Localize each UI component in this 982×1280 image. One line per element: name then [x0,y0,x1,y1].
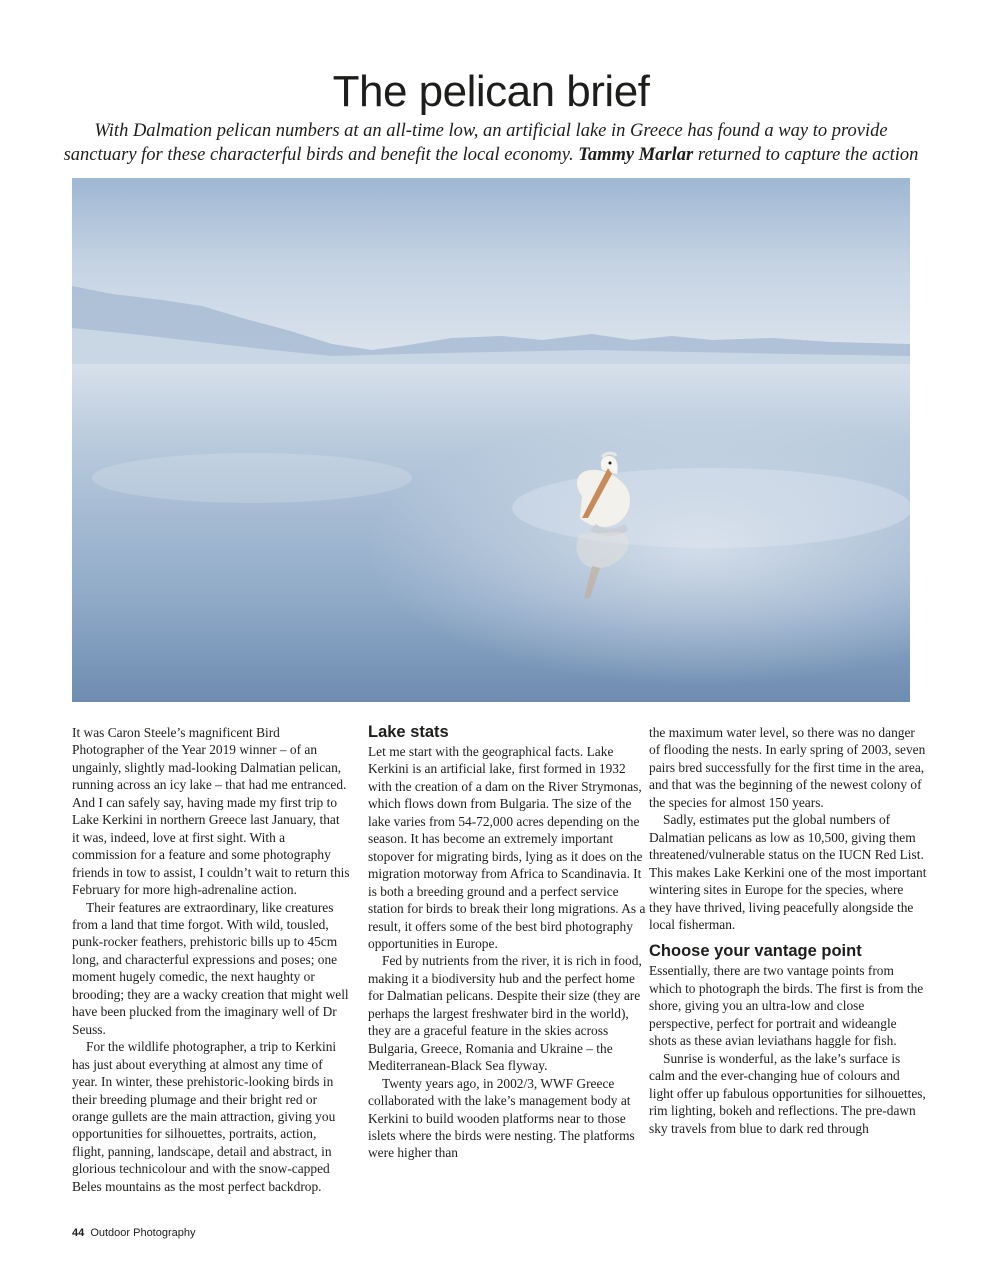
column-3 [649,724,927,1137]
body-paragraph: It was Caron Steele’s magnificent Bird Photographer of the Year 2019 winner – of an ungainly, slightly mad-looking Dalmatian pelican, running across an icy lake – that had me entranced. And I can safely say, having made my first trip to Lake Kerkini in northern Greece last January, that it was, indeed, love at first sight. With a commission for a feature and some photography friends in tow to assist, I couldn’t wait to return this February for more high-adrenaline action. [72,725,350,898]
author-name: Tammy Marlar [578,145,694,165]
standfirst-text-end: returned to capture the action [693,145,919,165]
page-footer [72,1227,196,1239]
body-paragraph: Sadly, estimates put the global numbers of Dalmatian pelicans as low as 10,500, giving them threatened/vulnerable status on the IUCN Red List. This makes Lake Kerkini one of the most important wintering sites in Europe for the species, where they have thrived, living peacefully alongside the local fisherman. [649,812,927,932]
standfirst [60,119,922,167]
column-1 [72,724,350,1195]
body-paragraph: Twenty years ago, in 2002/3, WWF Greece collaborated with the lake’s management body at Kerkini to build wooden platforms near to those islets where the birds were nesting. The platforms were higher than [368,1075,635,1161]
body-paragraph: Sunrise is wonderful, as the lake’s surface is calm and the ever-changing hue of colours and light offer up fabulous opportunities for silhouettes, rim lighting, bokeh and reflections. The pre-dawn sky travels from blue to dark red through [649,1050,926,1136]
article-title: The pelican brief [332,67,650,116]
body-paragraph: For the wildlife photographer, a trip to Kerkini has just about everything at almost any time of year. In winter, these prehistoric-looking birds in their breeding plumage and their bright red or orange gullets are the main attraction, giving you opportunities for silhouettes, portraits, action, flight, panning, landscape, detail and abstract, in glorious technicolour and with the snow-capped Beles mountains as the most perfect backdrop. [72,1039,337,1194]
body-paragraph: the maximum water level, so there was no danger of flooding the nests. In early spring of 2003, seven pairs bred successfully for the first time in the area, and that was the beginning of the newest colony of the species for almost 150 years. [649,725,926,810]
pelican-photo [72,178,910,702]
section-heading-lake-stats: Lake stats [368,723,449,741]
standfirst-text: With Dalmation pelican numbers at an all-time low, an artificial lake in Greece has found a way to provide sanctuary for these characterful birds and benefit the local economy. [63,121,888,165]
body-paragraph: Let me start with the geographical facts. Lake Kerkini is an artificial lake, first formed in 1932 with the creation of a dam on the River Strymonas, which flows down from Bulgaria. The size of the lake varies from 54-72,000 acres depending on the season. It has become an extremely important stopover for migrating birds, lying as it does on the migration motorway from Africa to Scandinavia. It is both a breeding ground and a perfect service station for birds to break their long migrations. As a result, it offers some of the best bird photography opportunities in Europe. [368,744,646,951]
body-paragraph: Fed by nutrients from the river, it is rich in food, making it a biodiversity hub and the perfect home for Dalmatian pelicans. Despite their size (they are perhaps the largest freshwater bird in the world), they are a graceful feature in the skies across Bulgaria, Greece, Romania and Ukraine – the Mediterranean-Black Sea flyway. [368,953,642,1074]
section-heading-vantage-point: Choose your vantage point [649,942,862,961]
body-paragraph: Their features are extraordinary, like creatures from a land that time forgot. With wild, tousled, punk-rocker feathers, prehistoric bills up to 45cm long, and characterful expressions and poses; one moment hugely comedic, the next haughty or brooding; they are a wacky creation that might well have been plucked from the imaginary well of Dr Seuss. [72,899,349,1037]
page-number: 44 [72,1227,85,1239]
column-2 [368,722,646,1162]
magazine-name: Outdoor Photography [90,1227,196,1239]
body-paragraph: Essentially, there are two vantage points from which to photograph the birds. The first is from the shore, giving you an ultra-low and close perspective, perfect for portrait and wideangle shots as these avian leviathans haggle for fish. [649,963,924,1049]
lake-scene-image [72,178,910,702]
